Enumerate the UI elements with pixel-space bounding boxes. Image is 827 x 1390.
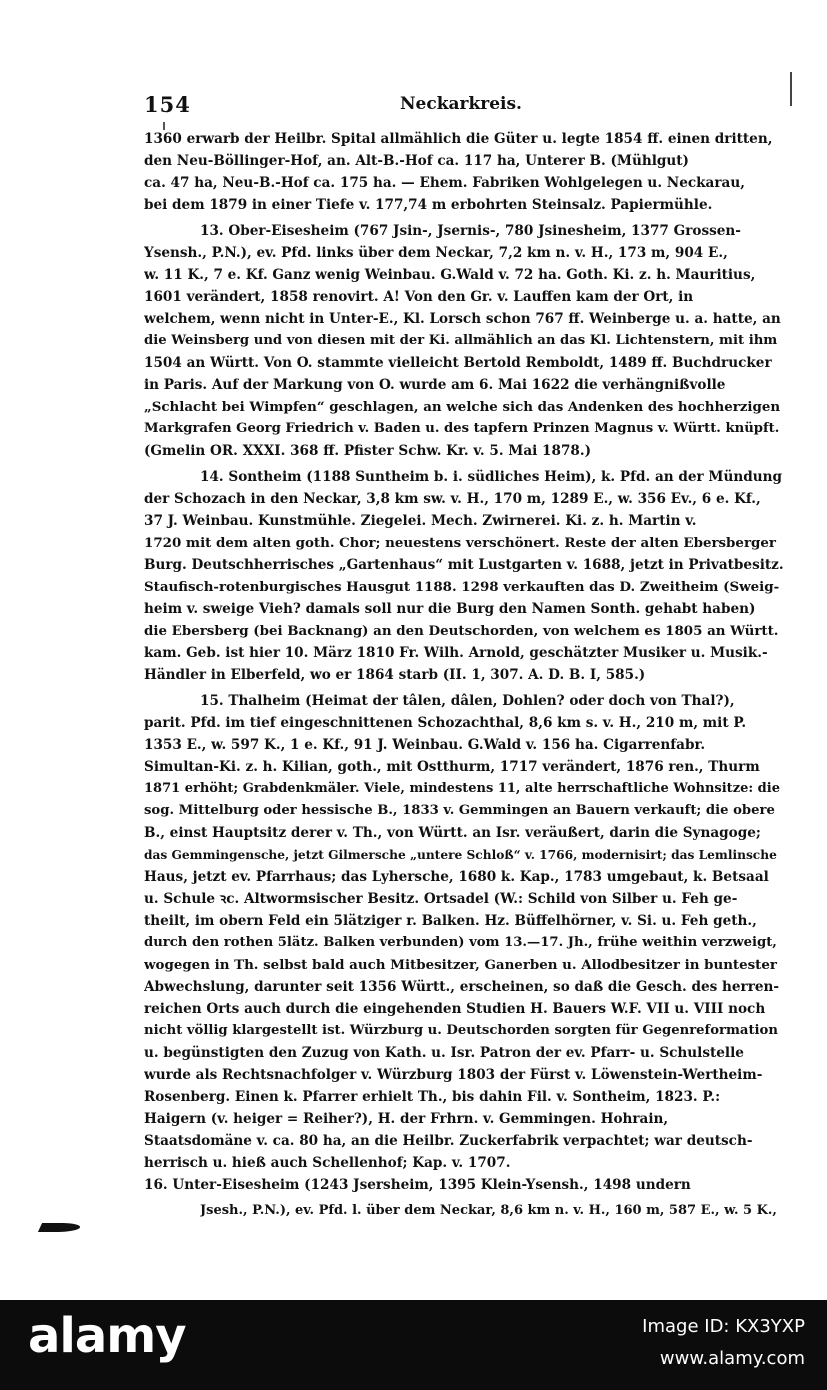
text-line: heim v. sweige Vieh? damals soll nur die Burg den Namen Sonth. gehabt haben) xyxy=(144,601,756,617)
text-line: die Ebersberg (bei Backnang) an den Deutschorden, von welchem es 1805 an Württ. xyxy=(144,623,779,639)
text-line: in Paris. Auf der Markung von O. wurde am 6. Mai 1622 die verhängnißvolle xyxy=(144,377,726,393)
text-line: Händler in Elberfeld, wo er 1864 starb (II. 1, 307. A. D. B. I, 585.) xyxy=(144,667,646,683)
entry-heading-16: Jsesh., P.N.), ev. Pfd. l. über dem Neckar, 8,6 km n. v. H., 160 m, 587 E., w. 5 K., xyxy=(200,1203,777,1218)
text-line: parit. Pfd. im tief eingeschnittenen Schozachthal, 8,6 km s. v. H., 210 m, mit P. xyxy=(144,715,747,731)
text-line: bei dem 1879 in einer Tiefe v. 177,74 m erbohrten Steinsalz. Papiermühle. xyxy=(144,197,713,213)
text-line: das Gemmingensche, jetzt Gilmersche „untere Schloß“ v. 1766, modernisirt; das Lemlinsche xyxy=(144,848,777,862)
text-line: die Weinsberg und von diesen mit der Ki. allmählich an das Kl. Lichtenstern, mit ihm xyxy=(144,333,778,348)
watermark-url: www.alamy.com xyxy=(659,1348,805,1369)
text-line: 16. Unter-Eisesheim (1243 Jsersheim, 1395 Klein-Ysensh., 1498 undern xyxy=(144,1177,691,1193)
text-line: Haus, jetzt ev. Pfarrhaus; das Lyhersche, 1680 k. Kap., 1783 umgebaut, k. Betsaal xyxy=(144,869,769,885)
text-line: Burg. Deutschherrisches „Gartenhaus“ mit Lustgarten v. 1688, jetzt in Privatbesitz. xyxy=(144,557,784,573)
text-line: der Schozach in den Neckar, 3,8 km sw. v. H., 170 m, 1289 E., w. 356 Ev., 6 e. Kf., xyxy=(144,491,761,507)
ink-smudge xyxy=(38,1223,82,1232)
running-title: Neckarkreis. xyxy=(400,94,522,114)
text-line: herrisch u. hieß auch Schellenhof; Kap. v. 1707. xyxy=(144,1155,511,1171)
text-line: Staufisch-rotenburgisches Hausgut 1188. 1298 verkauften das D. Zweitheim (Sweig- xyxy=(144,579,780,595)
text-line: w. 11 K., 7 e. Kf. Ganz wenig Weinbau. G.Wald v. 72 ha. Goth. Ki. z. h. Mauritius, xyxy=(144,267,756,283)
text-line: 37 J. Weinbau. Kunstmühle. Ziegelei. Mech. Zwirnerei. Ki. z. h. Martin v. xyxy=(144,513,697,529)
entry-heading-15: 15. Thalheim (Heimat der tâlen, dâlen, Dohlen? oder doch von Thal?), xyxy=(200,693,735,709)
text-line: 1601 verändert, 1858 renovirt. A! Von den Gr. v. Lauffen kam der Ort, in xyxy=(144,289,694,305)
text-line: wurde als Rechtsnachfolger v. Würzburg 1803 der Fürst v. Löwenstein-Wertheim- xyxy=(144,1067,763,1083)
text-line: 1360 erwarb der Heilbr. Spital allmählich die Güter u. legte 1854 ff. einen dritten, xyxy=(144,131,773,147)
text-line: B., einst Hauptsitz derer v. Th., von Württ. an Isr. veräußert, darin die Synagoge; xyxy=(144,825,761,841)
text-line: den Neu-Böllinger-Hof, an. Alt-B.-Hof ca. 117 ha, Unterer B. (Mühlgut) xyxy=(144,153,689,169)
text-line: nicht völlig klargestellt ist. Würzburg u. Deutschorden sorgten für Gegenreformation xyxy=(144,1023,778,1038)
text-line: ca. 47 ha, Neu-B.-Hof ca. 175 ha. — Ehem. Fabriken Wohlgelegen u. Neckarau, xyxy=(144,175,745,191)
text-line: sog. Mittelburg oder hessische B., 1833 v. Gemmingen an Bauern verkauft; die obere xyxy=(144,803,775,818)
text-line: 1871 erhöht; Grabdenkmäler. Viele, mindestens 11, alte herrschaftliche Wohnsitze: die xyxy=(144,781,780,796)
entry-heading-14: 14. Sontheim (1188 Suntheim b. i. südliches Heim), k. Pfd. an der Mündung xyxy=(200,469,783,485)
entry-heading-13: 13. Ober-Eisesheim (767 Jsin-, Jsernis-, 780 Jsinesheim, 1377 Grossen- xyxy=(200,223,741,239)
text-line: Rosenberg. Einen k. Pfarrer erhielt Th., bis dahin Fil. v. Sontheim, 1823. P.: xyxy=(144,1089,721,1105)
text-line: Simultan-Ki. z. h. Kilian, goth., mit Ostthurm, 1717 verändert, 1876 ren., Thurm xyxy=(144,759,760,775)
text-line: „Schlacht bei Wimpfen“ geschlagen, an welche sich das Andenken des hochherzigen xyxy=(144,399,781,415)
text-line: wogegen in Th. selbst bald auch Mitbesitzer, Ganerben u. Allodbesitzer in buntester xyxy=(144,957,777,973)
text-line: u. begünstigten den Zuzug von Kath. u. Isr. Patron der ev. Pfarr- u. Schulstelle xyxy=(144,1045,744,1061)
text-line: reichen Orts auch durch die eingehenden Studien H. Bauers W.F. VII u. VIII noch xyxy=(144,1001,766,1017)
text-line: 1353 E., w. 597 K., 1 e. Kf., 91 J. Weinbau. G.Wald v. 156 ha. Cigarrenfabr. xyxy=(144,737,706,753)
watermark-banner xyxy=(0,1300,827,1390)
text-line: theilt, im obern Feld ein 5lätziger r. Balken. Hz. Büffelhörner, v. Si. u. Feh geth., xyxy=(144,913,757,929)
text-line: (Gmelin OR. XXXI. 368 ff. Pfister Schw. Kr. v. 5. Mai 1878.) xyxy=(144,443,592,459)
scan-edge-mark xyxy=(790,72,792,106)
alamy-logo: alamy xyxy=(28,1308,186,1364)
text-line: Markgrafen Georg Friedrich v. Baden u. des tapfern Prinzen Magnus v. Württ. knüpft. xyxy=(144,421,780,436)
text-line: Abwechslung, darunter seit 1356 Württ., erscheinen, so daß die Gesch. des herren- xyxy=(144,979,780,995)
text-line: Ysensh., P.N.), ev. Pfd. links über dem Neckar, 7,2 km n. v. H., 173 m, 904 E., xyxy=(144,245,728,261)
text-line: Haigern (v. heiger = Reiher?), H. der Frhrn. v. Gemmingen. Hohrain, xyxy=(144,1111,669,1127)
text-line xyxy=(144,1222,784,1244)
image-id-label: Image ID: KX3YXP xyxy=(642,1316,805,1337)
text-line: durch den rothen 5lätz. Balken verbunden) vom 13.—17. Jh., frühe weithin verzweigt, xyxy=(144,935,777,950)
text-line: 1720 mit dem alten goth. Chor; neuestens verschönert. Reste der alten Ebersberger xyxy=(144,535,776,551)
text-line: u. Schule ꝛc. Altwormsischer Besitz. Ortsadel (W.: Schild von Silber u. Feh ge- xyxy=(144,891,738,907)
text-line: 1504 an Württ. Von O. stammte vielleicht Bertold Remboldt, 1489 ff. Buchdrucker xyxy=(144,355,772,371)
text-line: welchem, wenn nicht in Unter-E., Kl. Lorsch schon 767 ff. Weinberge u. a. hatte, an xyxy=(144,311,781,327)
text-line: Staatsdomäne v. ca. 80 ha, an die Heilbr. Zuckerfabrik verpachtet; war deutsch- xyxy=(144,1133,753,1149)
page-number: 154 xyxy=(144,92,191,117)
text-line: kam. Geb. ist hier 10. März 1810 Fr. Wilh. Arnold, geschätzter Musiker u. Musik.- xyxy=(144,645,768,661)
